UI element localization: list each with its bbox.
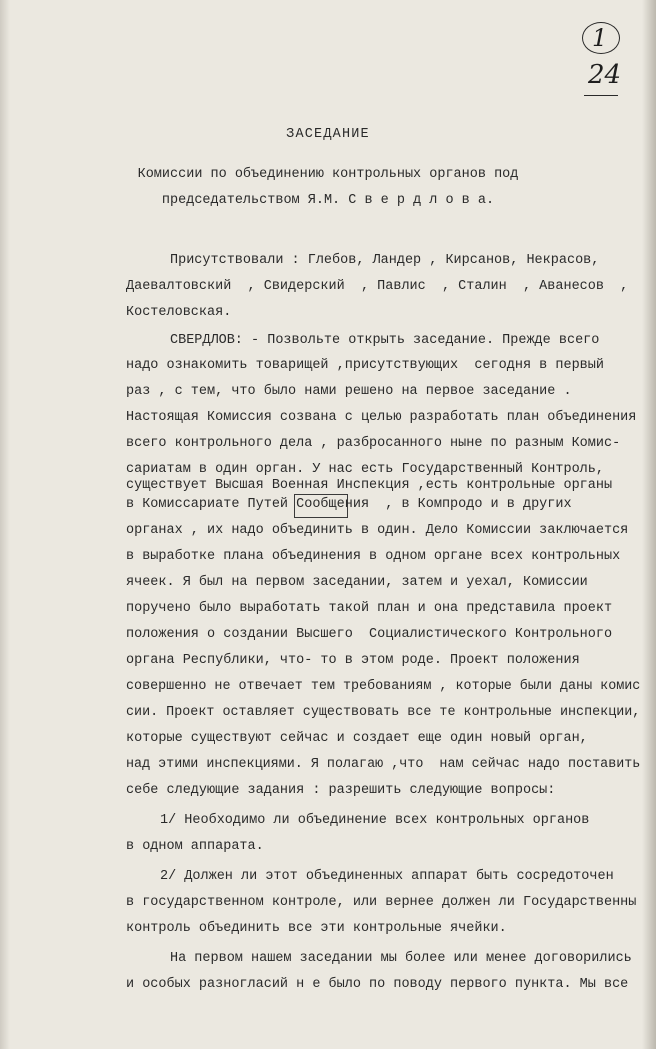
text-line: СВЕРДЛОВ: - Позвольте открыть заседание. Прежде всего	[170, 333, 600, 348]
question-2-line-2: в государственном контроле, или вернее должен ли Государственны	[126, 895, 637, 910]
document-heading: ЗАСЕДАНИЕ	[286, 127, 370, 142]
text-line: органа Республики, что- то в этом роде. Проект положения	[126, 653, 580, 668]
handwritten-folio-number: 24	[588, 60, 622, 90]
text-line: и особых разногласий н е было по поводу первого пункта. Мы все	[126, 977, 629, 992]
text-line: сии. Проект оставляет существовать все те контрольные инспекции,	[126, 705, 641, 720]
text-line: которые существуют сейчас и создает еще один новый орган,	[126, 731, 588, 746]
attendees-line-2: Даевалтовский , Свидерский , Павлис , Сталин , Аванесов ,	[126, 279, 629, 294]
text-line: положения о создании Высшего Социалистического Контрольного	[126, 627, 613, 642]
question-1-line-2: в одном аппарата.	[126, 839, 264, 854]
document-subtitle-line-2: председательством Я.М. С в е р д л о в а.	[161, 193, 495, 208]
text-line: существует Высшая Военная Инспекция ,есть контрольные органы	[126, 478, 613, 493]
text-line: всего контрольного дела , разбросанного ныне по разным Комис-	[126, 436, 621, 451]
text-line: раз , с тем, что было нами решено на первое заседание .	[126, 384, 572, 399]
text-line: в Комиссариате Путей Сообщения , в Компродо и в других	[126, 497, 572, 512]
text-line: совершенно не отвечает тем требованиям , которые были даны комис	[126, 679, 641, 694]
text-line: Настоящая Комиссия созвана с целью разработать план объединения	[126, 410, 637, 425]
text-line: над этими инспекциями. Я полагаю ,что нам сейчас надо поставить	[126, 757, 641, 772]
text-line: органах , их надо объединить в один. Дело Комиссии заключается	[126, 523, 629, 538]
text-line: в выработке плана объединения в одном органе всех контрольных	[126, 549, 621, 564]
attendees-line-1: Присутствовали : Глебов, Ландер , Кирсанов, Некрасов,	[170, 253, 600, 268]
handwritten-page-number: 1	[592, 24, 608, 52]
question-2-line-1: 2/ Должен ли этот объединенных аппарат быть сосредоточен	[160, 869, 614, 884]
document-subtitle-line-1: Комиссии по объединению контрольных органов под	[137, 167, 519, 182]
text-line: На первом нашем заседании мы более или менее договорились	[170, 951, 632, 966]
text-line: сариатам в один орган. У нас есть Государственный Контроль,	[126, 462, 604, 477]
page-shadow-right	[642, 0, 656, 1049]
attendees-line-3: Костеловская.	[126, 305, 232, 320]
text-line: надо ознакомить товарищей ,присутствующих сегодня в первый	[126, 358, 604, 373]
question-1-line-1: 1/ Необходимо ли объединение всех контрольных органов	[160, 813, 590, 828]
text-line: ячеек. Я был на первом заседании, затем и уехал, Комиссии	[126, 575, 588, 590]
text-line: себе следующие задания : разрешить следующие вопросы:	[126, 783, 556, 798]
text-line: поручено было выработать такой план и она представила проект	[126, 601, 613, 616]
page-shadow-left	[0, 0, 10, 1049]
question-2-line-3: контроль объединить все эти контрольные ячейки.	[126, 921, 507, 936]
folio-underline	[584, 95, 618, 96]
